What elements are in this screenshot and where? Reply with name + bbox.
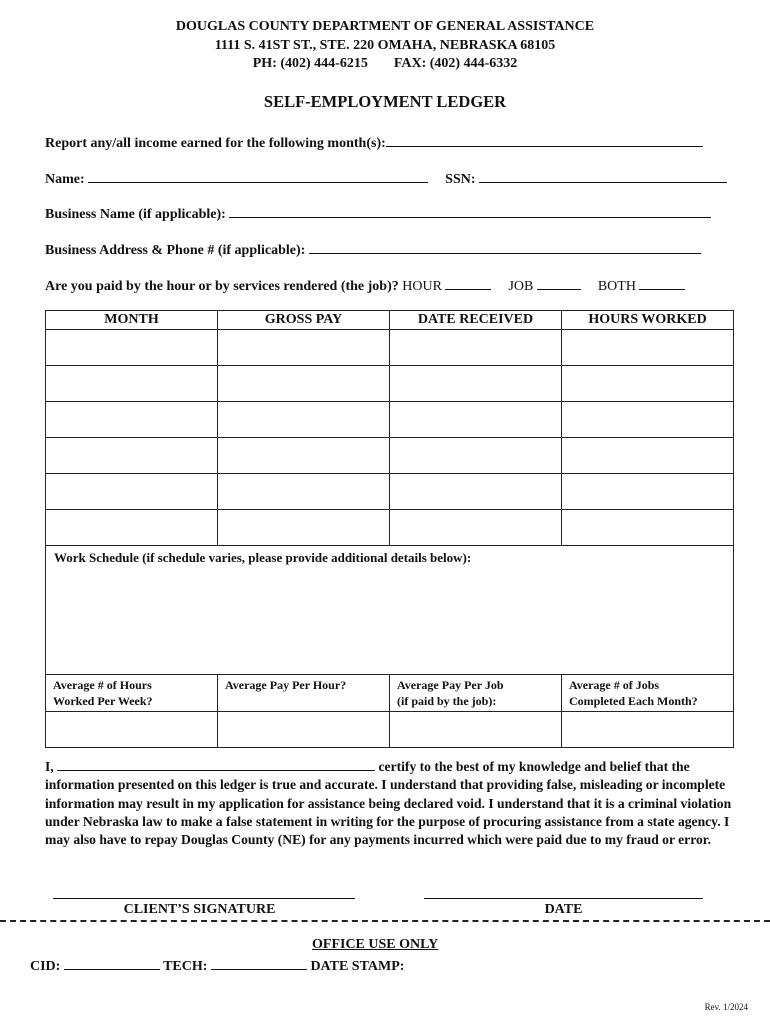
agency-contact bbox=[0, 55, 770, 73]
paid-by-label: Are you paid by the hour or by services rendered (the job)? bbox=[45, 279, 399, 294]
hours-worked-cell[interactable] bbox=[562, 330, 734, 366]
page-title: SELF-EMPLOYMENT LEDGER bbox=[263, 92, 507, 111]
averages-label-row bbox=[46, 675, 734, 712]
ssn-field[interactable] bbox=[479, 169, 727, 183]
hours-worked-cell[interactable] bbox=[562, 402, 734, 438]
business-name-field[interactable] bbox=[229, 204, 711, 218]
date-line[interactable] bbox=[424, 898, 703, 899]
agency-fax: FAX: (402) 444-6332 bbox=[393, 56, 518, 71]
agency-phone: PH: (402) 444-6215 bbox=[252, 56, 368, 71]
ssn-label: SSN: bbox=[445, 172, 476, 187]
cert-body: certify to the best of my knowledge and belief that the information presented on this ledger is true and accurate. I understand that providing false, misleading or incomplete information may result in my application for assistance being declared void. I understand that it is a criminal violation under Nebraska law to make a false statement in writing for the purpose of procuring assistance from a state agency. I may also have to repay Douglas County (NE) for any payments incurred which were paid due to my fraud or error. bbox=[45, 759, 732, 848]
gross-pay-cell[interactable] bbox=[218, 438, 390, 474]
month-cell[interactable] bbox=[46, 474, 218, 510]
months-row bbox=[45, 133, 703, 152]
table-row bbox=[46, 510, 734, 546]
month-cell[interactable] bbox=[46, 330, 218, 366]
avg-pay-hour-label: Average Pay Per Hour? bbox=[218, 675, 390, 712]
ledger-table bbox=[45, 310, 734, 748]
avg-hours-label: Average # of Hours Worked Per Week? bbox=[46, 675, 218, 712]
table-row bbox=[46, 366, 734, 402]
months-label: Report any/all income earned for the following month(s): bbox=[45, 136, 386, 151]
job-field[interactable] bbox=[537, 276, 581, 290]
gross-pay-cell[interactable] bbox=[218, 330, 390, 366]
hours-worked-header: HOURS WORKED bbox=[562, 311, 734, 330]
name-field[interactable] bbox=[88, 169, 428, 183]
agency-name: DOUGLAS COUNTY DEPARTMENT OF GENERAL ASSISTANCE bbox=[175, 19, 595, 34]
avg-hours-field[interactable] bbox=[46, 712, 218, 748]
date-received-cell[interactable] bbox=[390, 402, 562, 438]
office-use-row bbox=[30, 956, 404, 975]
agency-address: 1111 S. 41ST ST., STE. 220 OMAHA, NEBRASKA 68105 bbox=[214, 38, 556, 53]
work-schedule-row bbox=[46, 546, 734, 675]
date-stamp-label: DATE STAMP: bbox=[310, 959, 405, 974]
business-address-field[interactable] bbox=[309, 240, 701, 254]
month-cell[interactable] bbox=[46, 510, 218, 546]
tech-label: TECH: bbox=[163, 959, 208, 974]
client-signature-label: CLIENT’S SIGNATURE bbox=[123, 902, 276, 917]
date-received-cell[interactable] bbox=[390, 330, 562, 366]
table-row bbox=[46, 330, 734, 366]
table-row bbox=[46, 474, 734, 510]
job-label: JOB bbox=[508, 279, 534, 294]
hours-worked-cell[interactable] bbox=[562, 474, 734, 510]
cut-line-divider bbox=[0, 920, 770, 922]
business-address-label: Business Address & Phone # (if applicable): bbox=[45, 243, 306, 258]
business-address-row bbox=[45, 240, 701, 259]
gross-pay-cell[interactable] bbox=[218, 474, 390, 510]
both-field[interactable] bbox=[639, 276, 685, 290]
paid-by-row bbox=[45, 276, 685, 295]
table-row bbox=[46, 438, 734, 474]
certification-text bbox=[45, 757, 737, 849]
table-header-row bbox=[46, 311, 734, 330]
name-label: Name: bbox=[45, 172, 85, 187]
name-row bbox=[45, 169, 727, 188]
business-name-label: Business Name (if applicable): bbox=[45, 207, 226, 222]
hour-label: HOUR bbox=[402, 279, 442, 294]
date-label: DATE bbox=[544, 902, 583, 917]
month-cell[interactable] bbox=[46, 402, 218, 438]
gross-pay-cell[interactable] bbox=[218, 510, 390, 546]
hours-worked-cell[interactable] bbox=[562, 366, 734, 402]
avg-jobs-field[interactable] bbox=[562, 712, 734, 748]
gross-pay-cell[interactable] bbox=[218, 402, 390, 438]
avg-pay-hour-field[interactable] bbox=[218, 712, 390, 748]
month-cell[interactable] bbox=[46, 366, 218, 402]
month-header: MONTH bbox=[46, 311, 218, 330]
date-received-cell[interactable] bbox=[390, 438, 562, 474]
client-signature-line[interactable] bbox=[53, 898, 355, 899]
date-received-cell[interactable] bbox=[390, 474, 562, 510]
avg-pay-job-label: Average Pay Per Job (if paid by the job): bbox=[390, 675, 562, 712]
tech-field[interactable] bbox=[211, 956, 307, 970]
hour-field[interactable] bbox=[445, 276, 491, 290]
business-name-row bbox=[45, 204, 711, 223]
both-label: BOTH bbox=[597, 279, 636, 294]
gross-pay-header: GROSS PAY bbox=[218, 311, 390, 330]
table-row bbox=[46, 402, 734, 438]
hours-worked-cell[interactable] bbox=[562, 438, 734, 474]
avg-pay-job-field[interactable] bbox=[390, 712, 562, 748]
work-schedule-field[interactable] bbox=[46, 546, 734, 675]
gross-pay-cell[interactable] bbox=[218, 366, 390, 402]
cid-label: CID: bbox=[30, 959, 61, 974]
date-received-header: DATE RECEIVED bbox=[390, 311, 562, 330]
months-field[interactable] bbox=[386, 133, 703, 147]
work-schedule-label: Work Schedule (if schedule varies, please provide additional details below): bbox=[54, 550, 472, 565]
date-received-cell[interactable] bbox=[390, 366, 562, 402]
hours-worked-cell[interactable] bbox=[562, 510, 734, 546]
avg-jobs-label: Average # of Jobs Completed Each Month? bbox=[562, 675, 734, 712]
certify-name-field[interactable] bbox=[57, 757, 375, 771]
office-use-title: OFFICE USE ONLY bbox=[312, 937, 439, 952]
revision-label: Rev. 1/2024 bbox=[704, 1002, 748, 1012]
date-received-cell[interactable] bbox=[390, 510, 562, 546]
cert-prefix: I, bbox=[45, 759, 54, 774]
cid-field[interactable] bbox=[64, 956, 160, 970]
month-cell[interactable] bbox=[46, 438, 218, 474]
averages-input-row bbox=[46, 712, 734, 748]
